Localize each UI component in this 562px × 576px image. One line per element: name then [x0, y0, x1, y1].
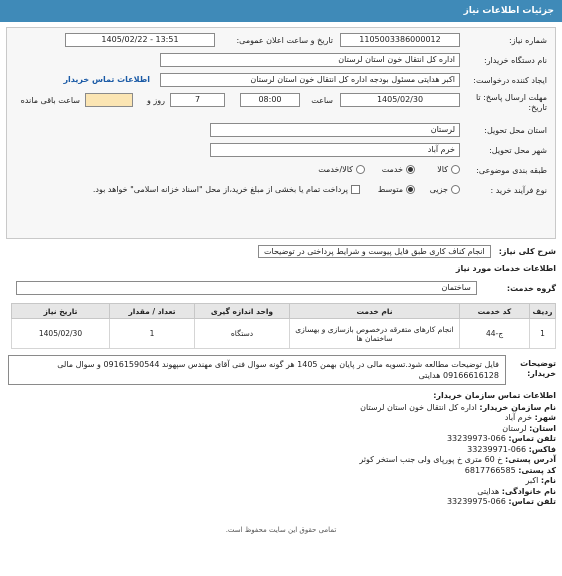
buyer-org-label: نام دستگاه خریدار:	[484, 56, 547, 65]
contact-item	[6, 497, 556, 508]
need-number-row	[7, 33, 555, 49]
page-header	[0, 0, 562, 22]
category-option-label: کالا/خدمت	[318, 165, 353, 174]
contact-value: خ 60 متری خ پورپای ولی جنب استخر کوثر	[359, 455, 503, 464]
contact-key: تلفن تماس:	[508, 497, 556, 506]
category-label: طبقه بندی موضوعی:	[476, 166, 547, 175]
col-header-unit: واحد اندازه گیری	[195, 304, 290, 319]
contact-key: فاکس:	[528, 444, 556, 454]
contact-title: اطلاعات تماس سازمان خریدار:	[433, 391, 556, 400]
radio-icon	[356, 165, 365, 174]
buyer-org-field[interactable]: اداره کل انتقال خون استان لرستان	[160, 53, 460, 67]
contact-key: کد پستی:	[518, 465, 556, 475]
service-group-label: گروه خدمت:	[506, 283, 556, 293]
creator-label: ایجاد کننده درخواست:	[473, 76, 547, 85]
radio-icon	[451, 165, 460, 174]
contact-key: نام:	[540, 476, 556, 485]
col-header-name: نام خدمت	[290, 304, 460, 319]
need-number-label: شماره نیاز:	[509, 36, 547, 45]
category-row	[7, 163, 555, 179]
col-header-qty: تعداد / مقدار	[110, 304, 195, 319]
deadline-time-field[interactable]: 08:00	[240, 93, 300, 107]
contact-item	[6, 413, 556, 424]
summary-label: شرح کلی نیاز:	[498, 247, 556, 256]
service-group-row	[6, 281, 556, 295]
deadline-date-field[interactable]: 1405/02/30	[340, 93, 460, 107]
creator-field[interactable]: اکبر هدایتی مسئول بودجه اداره کل انتقال خون استان لرستان	[160, 73, 460, 87]
contact-value: خرم آباد	[504, 413, 533, 422]
remaining-field	[85, 93, 133, 107]
deadline-label: مهلت ارسال پاسخ: تا تاریخ:	[475, 93, 547, 112]
contact-value: 066-33239973	[446, 434, 506, 443]
contact-item	[6, 434, 556, 445]
contact-value: 066-33239971	[467, 444, 527, 454]
process-option-label: متوسط	[377, 185, 403, 194]
city-row	[7, 143, 555, 159]
buyer-org-row	[7, 53, 555, 69]
contact-key: تلفن تماس:	[508, 434, 556, 443]
col-header-code: کد خدمت	[460, 304, 530, 319]
process-option-minor[interactable]	[430, 185, 460, 194]
need-number-field[interactable]: 1105003386000012	[340, 33, 460, 47]
process-label: نوع فرآیند خرید :	[490, 186, 547, 195]
contact-key: نام خانوادگی:	[501, 486, 556, 496]
payment-note[interactable]	[93, 185, 363, 194]
contact-item	[6, 424, 556, 435]
summary-field: انجام کناف کاری طبق فایل پیوست و شرایط پرداختی در توضیحات	[258, 245, 491, 258]
contact-item	[6, 455, 556, 466]
city-field[interactable]: خرم آباد	[210, 143, 460, 157]
services-section-title: اطلاعات خدمات مورد نیاز	[455, 264, 556, 273]
city-label: شهر محل تحویل:	[489, 146, 547, 155]
category-option-service[interactable]	[382, 165, 415, 174]
province-label: استان محل تحویل:	[484, 126, 547, 135]
buyer-notes	[6, 355, 556, 385]
buyer-contact-info	[6, 391, 556, 508]
cell-name: انجام کارهای متفرقه درخصوص بازسازی و بهسازی ساختمان ها	[290, 319, 460, 349]
page-title: جزئیات اطلاعات نیاز	[463, 6, 554, 16]
checkbox-icon[interactable]	[351, 185, 360, 194]
contact-value: اکبر	[525, 476, 539, 485]
contact-item	[6, 476, 556, 487]
process-option-label: جزیی	[429, 185, 448, 194]
category-option-goods[interactable]	[437, 165, 460, 174]
announce-label: تاریخ و ساعت اعلان عمومی:	[236, 36, 333, 45]
category-option-both[interactable]	[318, 165, 365, 174]
contact-value: 066-33239975	[446, 497, 506, 506]
contact-value: لرستان	[502, 423, 527, 433]
contact-item	[6, 445, 556, 456]
hour-label: ساعت	[311, 96, 333, 105]
province-field[interactable]: لرستان	[210, 123, 460, 137]
table-row	[12, 319, 556, 349]
category-option-label: کالا	[437, 165, 448, 174]
cell-code: ج-44	[460, 319, 530, 349]
contact-key: آدرس پستی:	[505, 455, 556, 464]
deadline-row	[7, 93, 555, 119]
contact-key: شهر:	[534, 413, 556, 422]
col-header-row: ردیف	[530, 304, 556, 319]
radio-selected-icon	[406, 185, 415, 194]
buyer-contact-link[interactable]: اطلاعات تماس خریدار	[63, 75, 150, 84]
summary-row	[6, 245, 556, 258]
table-header-row	[12, 304, 556, 319]
contact-key: استان:	[529, 423, 556, 433]
announce-field[interactable]: 1405/02/22 - 13:51	[65, 33, 215, 47]
payment-note-text: پرداخت تمام یا بخشی از مبلغ خرید،از محل "اسناد خزانه اسلامی" خواهد بود.	[92, 185, 348, 194]
footer-copyright: تمامی حقوق این سایت محفوظ است.	[225, 525, 337, 534]
process-option-medium[interactable]	[378, 185, 415, 194]
notes-field: فایل توضیحات مطالعه شود.تسویه مالی در پایان بهمن 1405 هر گونه سوال فنی آقای مهندس سپهوند 09161590544 و سوال مالی 09166616128 هدایتی	[8, 355, 506, 385]
cell-date: 1405/02/30	[12, 319, 110, 349]
cell-unit: دستگاه	[195, 319, 290, 349]
service-group-field: ساختمان	[16, 281, 477, 295]
radio-icon	[451, 185, 460, 194]
need-details-form	[6, 27, 556, 239]
contact-item	[6, 487, 556, 498]
process-row	[7, 183, 555, 199]
col-header-date: تاریخ نیاز	[12, 304, 110, 319]
category-option-label: خدمت	[381, 165, 403, 174]
province-row	[7, 123, 555, 139]
cell-row: 1	[530, 319, 556, 349]
days-label: روز و	[147, 96, 165, 105]
services-table	[11, 303, 556, 349]
contact-value: هدایتی	[477, 486, 500, 496]
contact-value: اداره کل انتقال خون استان لرستان	[360, 402, 477, 412]
radio-selected-icon	[406, 165, 415, 174]
contact-item	[6, 403, 556, 414]
cell-qty: 1	[110, 319, 195, 349]
contact-value: 6817766585	[464, 465, 516, 475]
remaining-label: ساعت باقی مانده	[20, 96, 80, 105]
contact-key: نام سازمان خریدار:	[479, 402, 556, 412]
creator-row	[7, 73, 555, 89]
days-field[interactable]: 7	[170, 93, 225, 107]
summary-section	[6, 245, 556, 295]
notes-label: توضیحات خریدار:	[520, 359, 556, 378]
contact-item	[6, 466, 556, 477]
